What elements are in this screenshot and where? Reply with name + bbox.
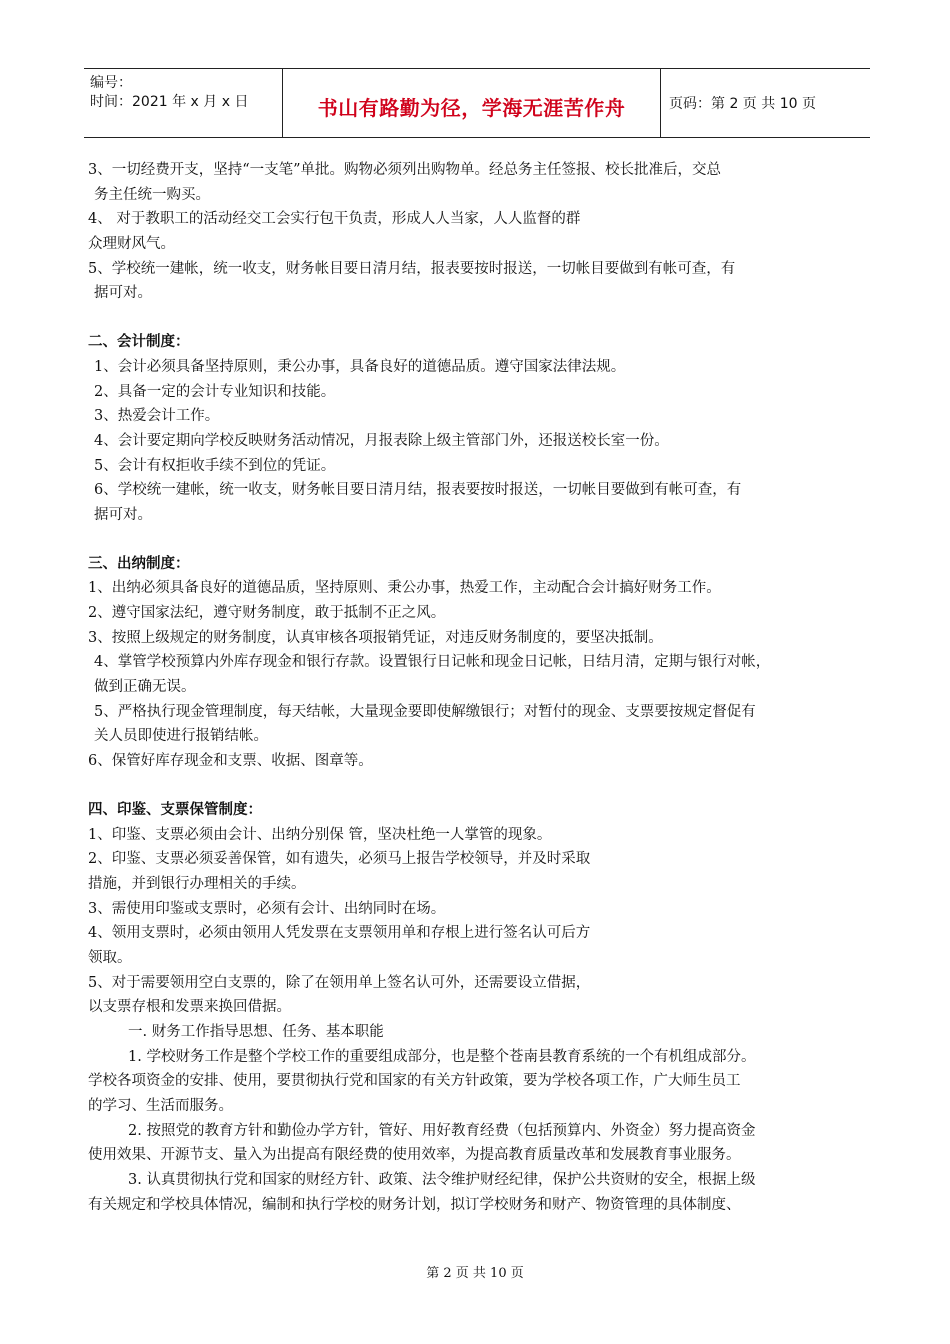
text-line: 关人员即使进行报销结帐。 xyxy=(94,728,268,745)
text-line: 3、需使用印鉴或支票时，必须有会计、出纳同时在场。 xyxy=(88,900,446,917)
text-line: 的学习、生活而服务。 xyxy=(88,1098,233,1115)
header-motto-cell xyxy=(283,69,661,137)
text-line: 2、具备一定的会计专业知识和技能。 xyxy=(94,383,336,400)
text-line: 1、会计必须具备坚持原则，秉公办事，具备良好的道德品质。遵守国家法律法规。 xyxy=(94,358,626,375)
text-line: 1、出纳必须具备良好的道德品质，坚持原则、秉公办事，热爱工作，主动配合会计搞好财务工作。 xyxy=(88,580,721,597)
text-line: 众理财风气。 xyxy=(88,236,175,253)
text-line: 2、印鉴、支票必须妥善保管，如有遗失，必须马上报告学校领导，并及时采取 xyxy=(88,851,591,868)
text-line: 领取。 xyxy=(88,949,132,966)
text-line: 6、保管好库存现金和支票、收据、图章等。 xyxy=(88,753,373,770)
header-page-info: 页码：第 2 页 共 10 页 xyxy=(669,96,816,112)
text-line: 3、按照上级规定的财务制度，认真审核各项报销凭证，对违反财务制度的，要坚决抵制。 xyxy=(88,629,663,646)
page-footer: 第 2 页 共 10 页 xyxy=(426,1266,524,1281)
text-line: 做到正确无误。 xyxy=(94,679,196,696)
spacer xyxy=(88,306,868,330)
header-page-cell xyxy=(661,69,870,137)
text-line: 4、领用支票时，必须由领用人凭发票在支票领用单和存根上进行签名认可后方 xyxy=(88,925,591,942)
text-line: 一. 财务工作指导思想、任务、基本职能 xyxy=(128,1024,384,1040)
header-motto: 书山有路勤为径，学海无涯苦作舟 xyxy=(317,96,626,120)
text-line: 3. 认真贯彻执行党和国家的财经方针、政策、法令维护财经纪律，保护公共资财的安全，根据上级 xyxy=(128,1172,756,1189)
text-line: 措施，并到银行办理相关的手续。 xyxy=(88,875,306,892)
text-line: 2、遵守国家法纪，遵守财务制度，敢于抵制不正之风。 xyxy=(88,605,446,621)
document-body xyxy=(88,158,868,1218)
text-line: 据可对。 xyxy=(94,506,152,523)
text-line: 务主任统一购买。 xyxy=(94,186,210,203)
text-line: 4、 对于教职工的活动经交工会实行包干负责，形成人人当家，人人监督的群 xyxy=(88,211,581,228)
section-heading: 二、会计制度： xyxy=(88,333,190,351)
text-line: 学校各项资金的安排、使用，要贯彻执行党和国家的有关方针政策，要为学校各项工作，广大师生员工 xyxy=(88,1073,741,1090)
page-header xyxy=(84,68,870,138)
text-line: 6、学校统一建帐，统一收支，财务帐目要日清月结，报表要按时报送，一切帐目要做到有帐可查，有 xyxy=(94,482,742,499)
text-line: 3、热爱会计工作。 xyxy=(94,408,220,425)
text-line: 使用效果、开源节支、量入为出提高有限经费的使用效率，为提高教育质量改革和发展教育事业服务。 xyxy=(88,1147,741,1164)
text-line: 据可对。 xyxy=(94,285,152,302)
section-heading: 三、出纳制度： xyxy=(88,554,190,572)
text-line: 5、严格执行现金管理制度，每天结帐，大量现金要即使解缴银行；对暂付的现金、支票要按规定督促有 xyxy=(94,703,756,720)
section-heading: 四、印鉴、支票保管制度： xyxy=(88,800,262,818)
text-line: 有关规定和学校具体情况，编制和执行学校的财务计划，拟订学校财务和财产、物资管理的具体制度、 xyxy=(88,1196,741,1213)
text-line: 4、掌管学校预算内外库存现金和银行存款。设置银行日记帐和现金日记帐，日结月清，定期与银行对帐， xyxy=(94,654,771,671)
text-line: 5、对于需要领用空白支票的，除了在领用单上签名认可外，还需要设立借据， xyxy=(88,974,591,991)
text-line: 1、印鉴、支票必须由会计、出纳分别保 管，坚决杜绝一人掌管的现象。 xyxy=(88,826,552,843)
spacer xyxy=(88,528,868,552)
document-date: 时间：2021 年 x 月 x 日 xyxy=(90,94,249,110)
spacer xyxy=(88,774,868,798)
text-line: 1. 学校财务工作是整个学校工作的重要组成部分，也是整个苍南县教育系统的一个有机组成部分。 xyxy=(128,1048,756,1065)
text-line: 5、学校统一建帐，统一收支，财务帐目要日清月结，报表要按时报送，一切帐目要做到有帐可查，有 xyxy=(88,260,736,277)
text-line: 4、会计要定期向学校反映财务活动情况，月报表除上级主管部门外，还报送校长室一份。 xyxy=(94,432,669,449)
text-line: 2. 按照党的教育方针和勤俭办学方针，管好、用好教育经费（包括预算内、外资金）努力提高资金 xyxy=(128,1122,756,1139)
text-line: 3、一切经费开支，坚持“一支笔”单批。购物必须列出购物单。经总务主任签报、校长批准后，交总 xyxy=(88,162,722,178)
document-number: 编号： xyxy=(90,75,132,91)
text-line: 以支票存根和发票来换回借据。 xyxy=(88,999,291,1016)
header-meta-cell xyxy=(84,69,283,137)
text-line: 5、会计有权拒收手续不到位的凭证。 xyxy=(94,457,336,474)
